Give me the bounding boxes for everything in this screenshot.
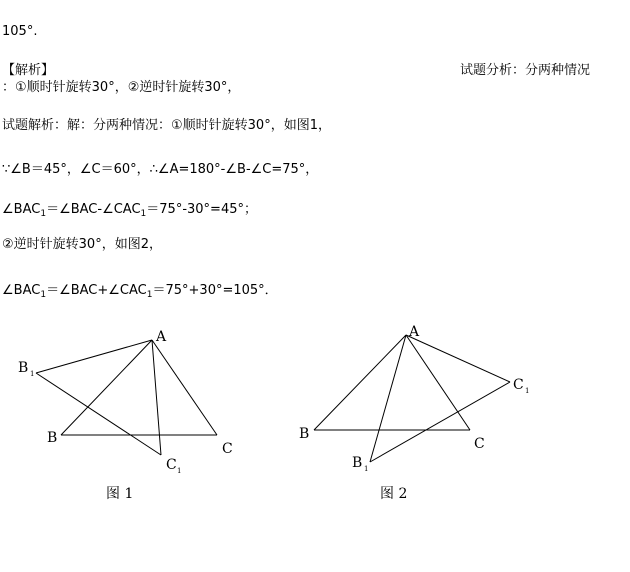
fig2-label-b: B (299, 426, 310, 442)
detail-intro: 试题解析：解：分两种情况：①顺时针旋转30°，如图1， (2, 118, 331, 133)
fig1-label-c: C (222, 441, 233, 457)
fig1-label-b: B (47, 430, 58, 446)
fig1-segment-ac1 (152, 340, 161, 455)
fig2-label-c: C (474, 436, 485, 452)
fig2-label-c1-sub: 1 (525, 387, 530, 395)
fig2-label-a: A (409, 324, 420, 340)
step3-tail: ＝75°+30°=105°． (152, 283, 278, 298)
fig2-segment-b1c1 (370, 382, 510, 462)
step3-prefix: ∠BAC (2, 283, 41, 298)
step2-sub1: 1 (40, 209, 47, 219)
fig1-label-b1: B (18, 360, 29, 376)
step2-tail: ＝75°-30°=45°； (146, 202, 257, 217)
fig2-label-b1: B (352, 455, 363, 471)
fig1-label-b1-sub: 1 (30, 370, 35, 378)
step3-sub1: 1 (40, 290, 47, 300)
fig1-label-c1: C (166, 457, 177, 473)
step2-sub2: 1 (140, 209, 147, 219)
case2-intro: ②逆时针旋转30°，如图2， (2, 237, 162, 252)
fig1-segment-ab (61, 340, 152, 435)
step2-mid: ＝∠BAC-∠CAC (46, 202, 141, 217)
step3-mid: ＝∠BAC+∠CAC (46, 283, 147, 298)
answer-text: 105°. (2, 24, 38, 39)
fig1-label-c1-sub: 1 (177, 467, 182, 475)
step-angle-a: ∵∠B＝45°，∠C＝60°，∴∠A=180°-∠B-∠C=75°， (2, 162, 319, 177)
fig1-segment-ac (152, 340, 217, 435)
figure-1-caption: 图 1 (106, 486, 134, 502)
analysis-heading: 【解析】 (2, 63, 55, 78)
fig1-segment-ab1 (36, 340, 152, 373)
fig2-label-b1-sub: 1 (364, 465, 369, 473)
analysis-summary: 试题分析：分两种情况 (460, 63, 591, 78)
figure-2-caption: 图 2 (380, 486, 408, 502)
step2-prefix: ∠BAC (2, 202, 41, 217)
step3-sub2: 1 (146, 290, 153, 300)
cases-short: ：①顺时针旋转30°，②逆时针旋转30°， (2, 80, 241, 95)
fig2-label-c1: C (513, 377, 524, 393)
figure-1 (36, 340, 217, 455)
fig1-label-a: A (156, 329, 167, 345)
